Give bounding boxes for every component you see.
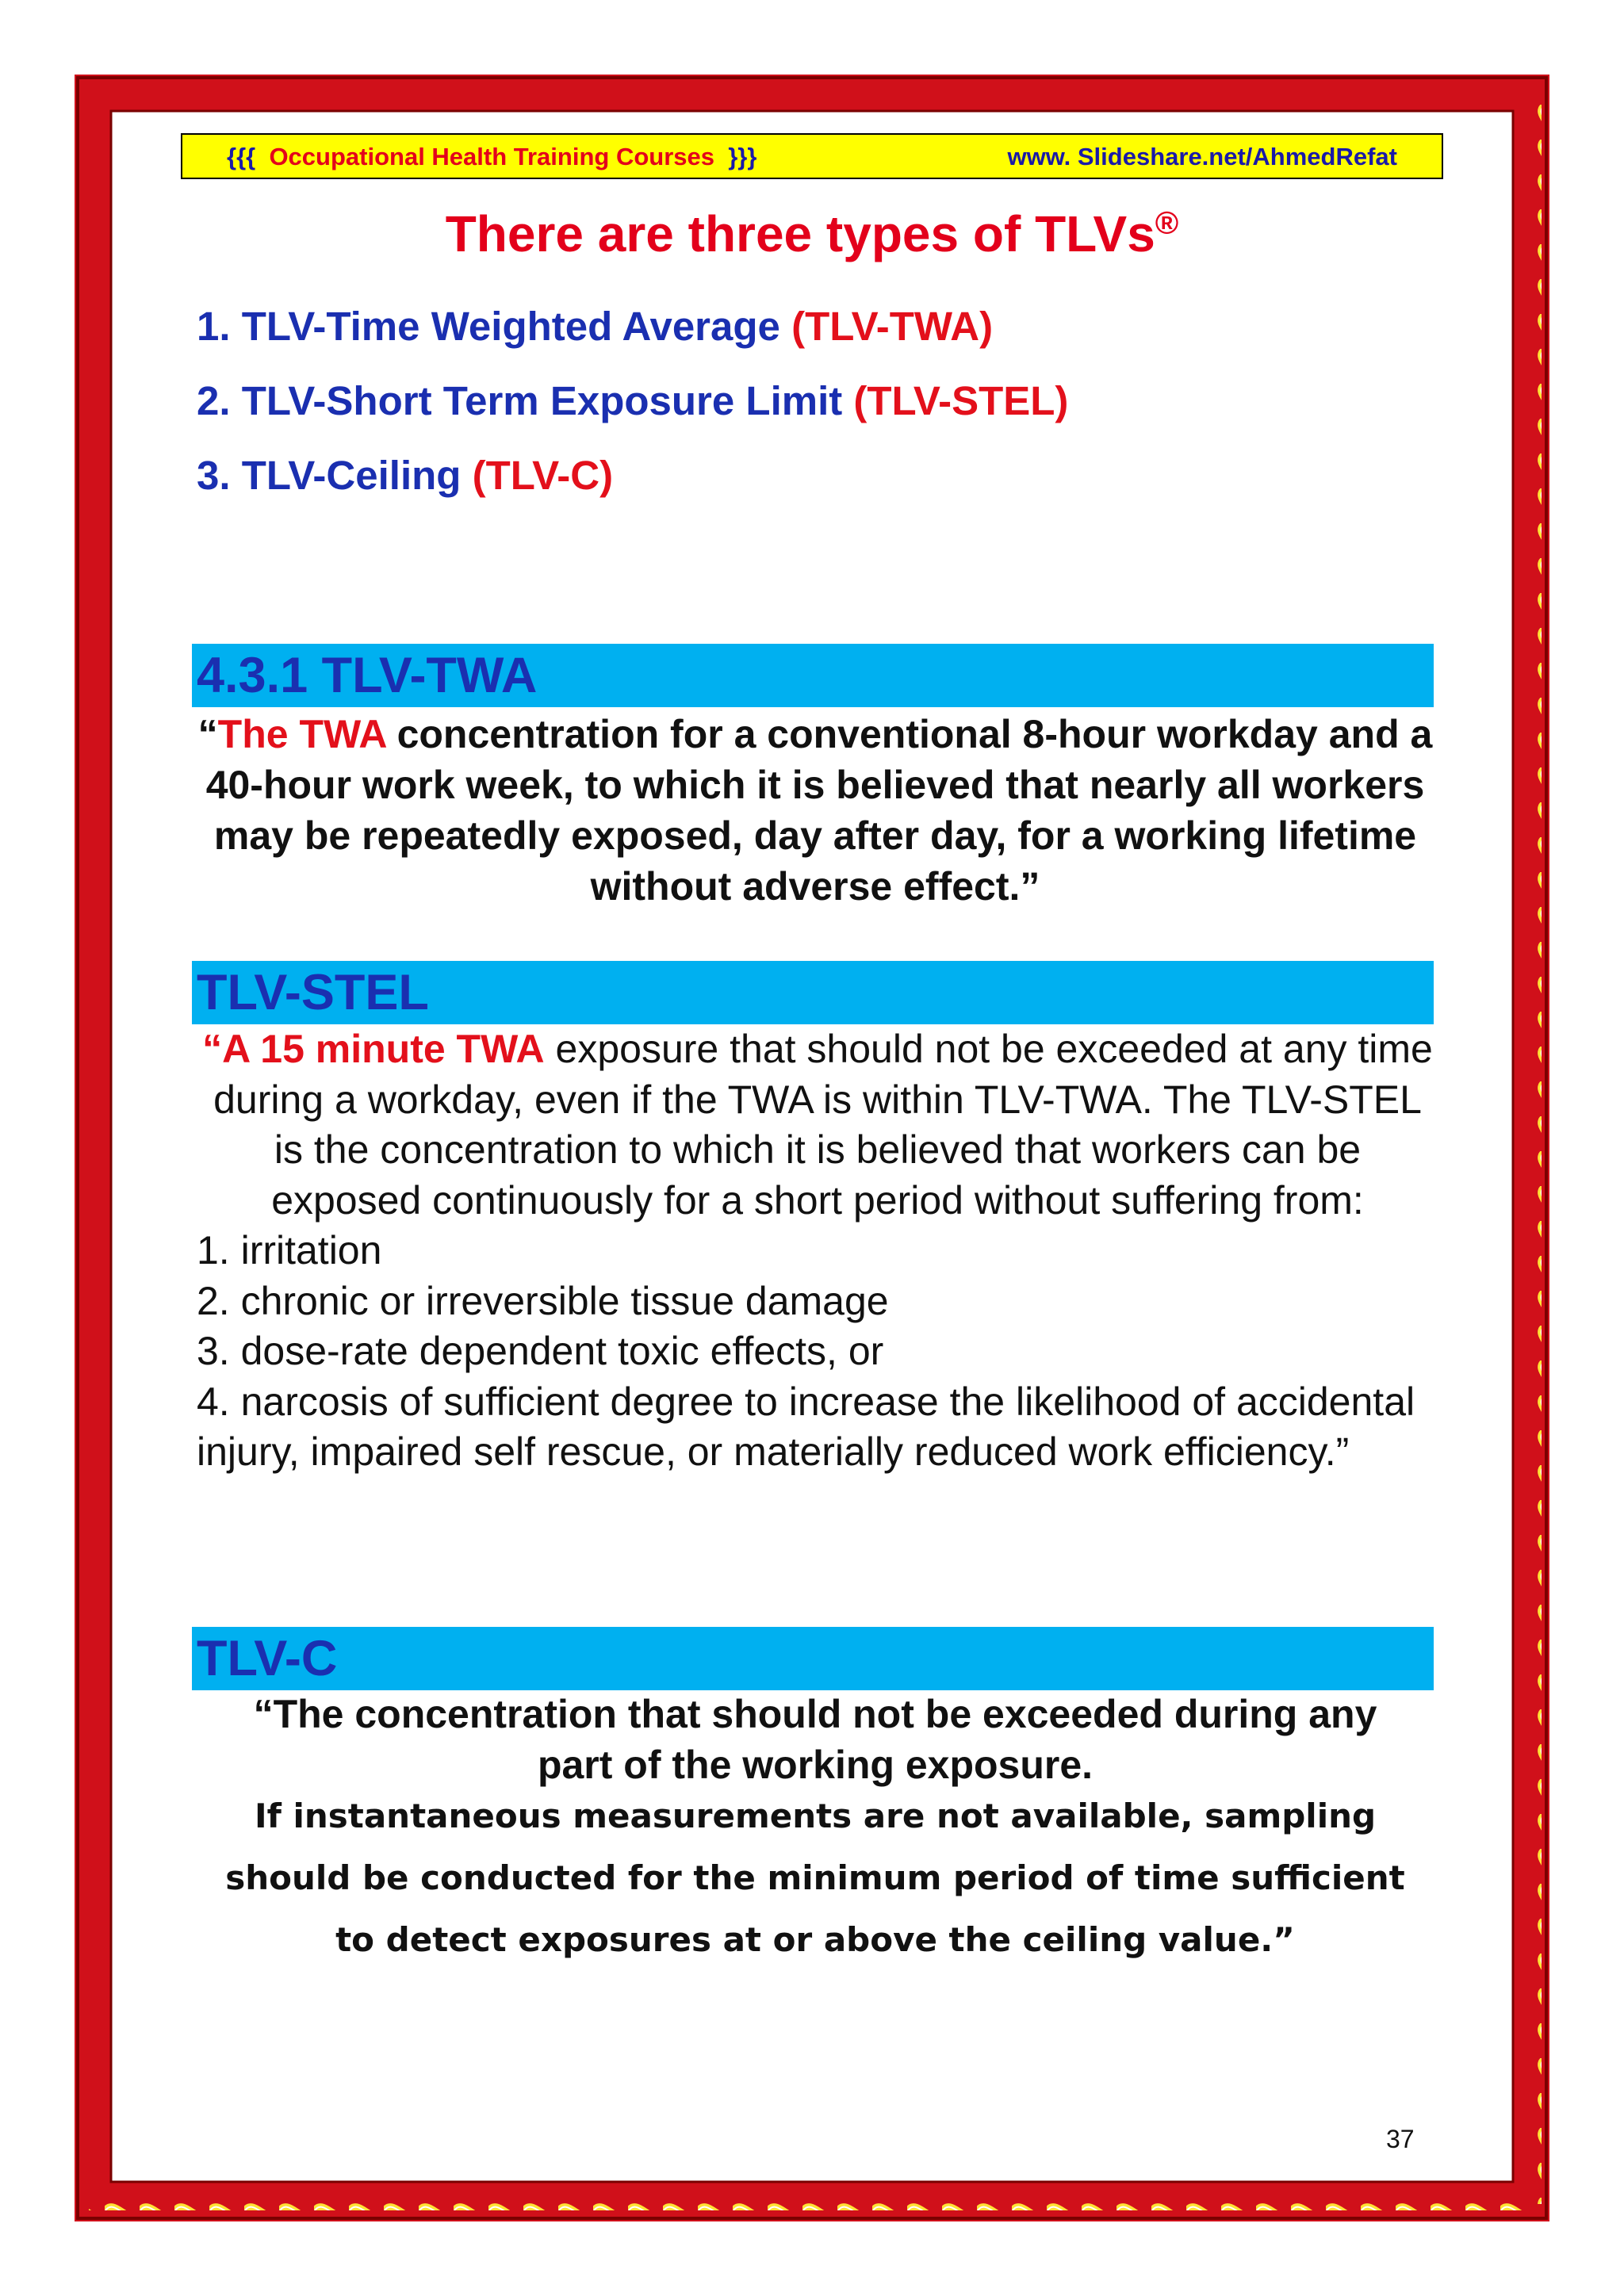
page-title: There are three types of TLVs® (445, 205, 1179, 262)
header-banner (181, 133, 1443, 179)
list-item: 2. TLV-Short Term Exposure Limit (TLV-STEL) (197, 378, 1069, 423)
list-item: 1. TLV-Time Weighted Average (TLV-TWA) (197, 304, 994, 349)
header-course-title: {{{ Occupational Health Training Courses }}} (227, 143, 757, 170)
list-item: 3. TLV-Ceiling (TLV-C) (197, 453, 614, 498)
stel-intro: “A 15 minute TWA exposure that should not be exceeded at any time during a workday, even if the TWA is within TLV-TWA. The TLV-STEL is the concentration to which it is believed that workers can be exposed continuously for a short period without suffering from: (202, 1027, 1433, 1223)
section-heading-twa: 4.3.1 TLV-TWA (192, 644, 1434, 707)
ceiling-sampling-note: If instantaneous measurements are not available, sampling should be conducted for the minimum period of time sufficient to detect exposures at or above the ceiling value.” (225, 1797, 1405, 1959)
tlv-types-list (197, 303, 1068, 526)
twa-definition: “The TWA concentration for a conventional 8-hour workday and a 40-hour work week, to which it is believed that nearly all workers may be repeatedly exposed, day after day, for a working lifetime without adverse effect.” (197, 712, 1433, 909)
list-item: 1. irritation (197, 1228, 382, 1272)
section-heading-ceiling: TLV-C (192, 1627, 1434, 1690)
list-item: 4. narcosis of sufficient degree to increase the likelihood of accidental injury, impaired self rescue, or materially reduced work efficiency.” (197, 1379, 1415, 1474)
list-item: 3. dose-rate dependent toxic effects, or (197, 1329, 884, 1373)
list-item: 2. chronic or irreversible tissue damage (197, 1278, 889, 1323)
stel-definition (197, 1024, 1438, 1478)
header-website-link[interactable]: www. Slideshare.net/AhmedRefat (1007, 143, 1397, 170)
section-heading-stel: TLV-STEL (192, 961, 1434, 1024)
page-number: 37 (1386, 2125, 1415, 2153)
ceiling-definition: “The concentration that should not be exceeded during any part of the working exposure. (253, 1692, 1377, 1787)
